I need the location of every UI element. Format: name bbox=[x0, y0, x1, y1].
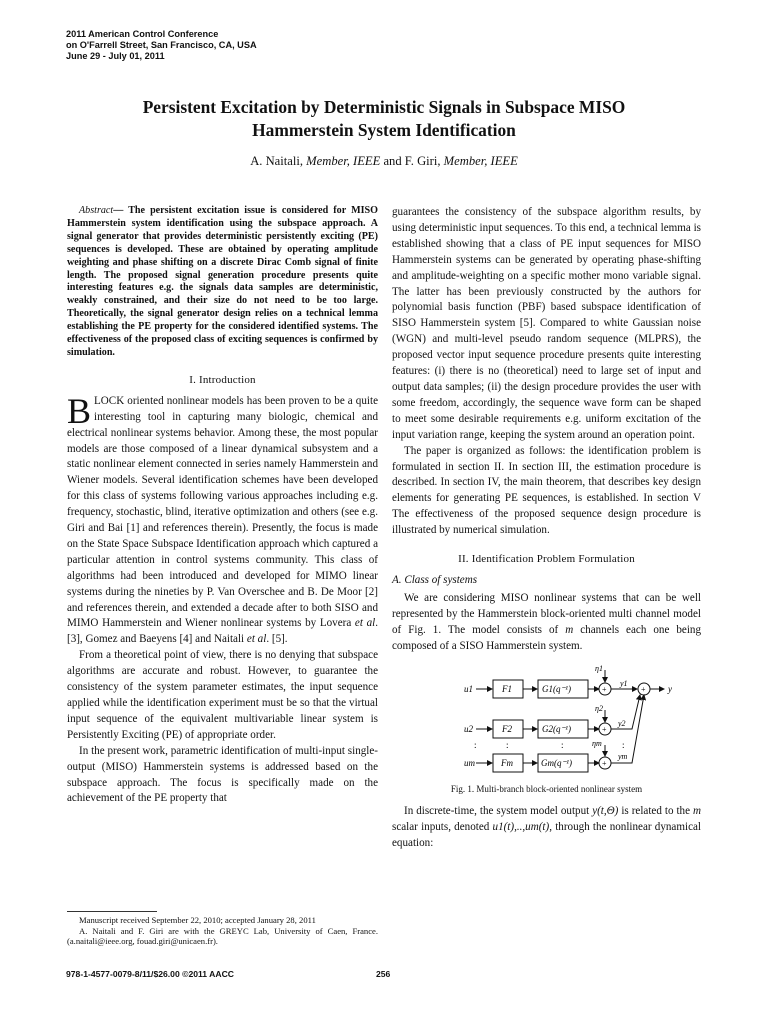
et-al-2: et al bbox=[246, 633, 267, 646]
output-y1: y1 bbox=[620, 679, 628, 689]
label-Fm: Fm bbox=[501, 758, 513, 769]
label-F2: F2 bbox=[502, 724, 512, 735]
dots-G: : bbox=[561, 740, 564, 751]
right-paragraph-1: guarantees the consistency of the subspace algorithm results, by using deterministic input sequences. To this end, a technical lemma is established showing that a class of PE input sequences for MISO Hammerstein systems can be generated by operating phase-shifting and amplitude-weighting on a specific mother mono variable signal. The latter has been previously constructed by the authors for polynomial basis function (PBF) based subspace identification of SISO Hammerstein system [5]. Compared to white Gaussian noise (WGN) and multi-level pseudo random sequence (MLPRS), the proposed vector input sequence procedure presents quite interesting features: (i) there is no (theoretical) need to large set of input and output data samples; (ii) the design procedure provides the user with some freedom, accordingly, the sequence wave form can be shaped to meet some desirable requirements e.g. uniform excitation of the input variation range, keeping the system around an operation point. bbox=[392, 206, 701, 441]
isbn-line: 978-1-4577-0079-8/11/$26.00 ©2011 AACC bbox=[66, 969, 234, 979]
dots-F: : bbox=[506, 740, 509, 751]
authors bbox=[70, 154, 698, 169]
sum-plus-out: + bbox=[641, 685, 646, 695]
footnote-affiliation: A. Naitali and F. Giri are with the GREYC Lab, University of Caen, France. (a.naitali@ieee.org, fouad.giri@unicaen.fr). bbox=[67, 925, 378, 947]
section-1-heading: I. Introduction bbox=[189, 373, 256, 386]
author-1-membership: Member, IEEE bbox=[306, 154, 381, 168]
figure-1 bbox=[392, 662, 701, 782]
p4-text-4: , through the nonlinear dynamical equation: bbox=[392, 821, 701, 850]
subsection-a-heading: A. Class of systems bbox=[392, 573, 478, 586]
sum-plus-1: + bbox=[602, 685, 607, 695]
footnote-rule bbox=[67, 911, 157, 912]
p4-text-3: scalar inputs, denoted bbox=[392, 821, 493, 834]
author-1: A. Naitali, bbox=[250, 154, 303, 168]
abstract-label: Abstract bbox=[79, 205, 114, 216]
block-diagram bbox=[392, 662, 701, 782]
input-u2: u2 bbox=[464, 724, 473, 735]
intro-p1-text: LOCK oriented nonlinear models has been proven to be a quite interesting tool in capturing many biologic, chemical and electrical nonlinear systems behavior. Among these, the most popular models are those composed of a linear dynamical subsystem and a static nonlinear element connected in series namely Hammerstein and Wiener models. Several identification schemes have been developed for this class of systems following various approaches including e.g. frequency, stochastic, blind, iterative optimization and others (see e.g. Giri and Bai [1] and references therein). Presently, the focus is made on the State Space Subspace Identification approach which captured a particular attention in control systems community. This class of algorithms had been introduced and developed for MIMO linear systems during the nineties by P. Van Overschee and B. De Moor [2] and references therein, and extended a decade after to both SISO and MIMO Hammerstein and Wiener nonlinear systems by Lovera bbox=[67, 394, 378, 630]
output-y2: y2 bbox=[618, 719, 626, 729]
label-G1: G1(q⁻¹) bbox=[542, 684, 571, 695]
output-y: y bbox=[668, 684, 672, 695]
page-number: 256 bbox=[376, 969, 391, 979]
conference-name: 2011 American Control Conference bbox=[66, 29, 219, 39]
noise-eta1: η1 bbox=[595, 664, 603, 674]
right-paragraph-3 bbox=[392, 591, 701, 655]
abstract bbox=[67, 205, 378, 360]
intro-paragraph-3: In the present work, parametric identification of multi-input single-output (MISO) Hammerstein systems is addressed based on the subspace approach. The focus is specifically made on the achievement of the PE property that bbox=[67, 744, 378, 805]
sum-plus-2: + bbox=[602, 725, 607, 735]
right-paragraph-4 bbox=[392, 804, 701, 852]
author-2-membership: Member, IEEE bbox=[443, 154, 518, 168]
drop-cap: B bbox=[67, 390, 92, 431]
title-line-2: Hammerstein System Identification bbox=[252, 120, 516, 140]
var-u: u1(t),..,um(t) bbox=[492, 821, 550, 834]
output-ym: ym bbox=[618, 752, 628, 762]
sum-plus-m: + bbox=[602, 759, 607, 769]
title-line-1: Persistent Excitation by Deterministic Signals in Subspace MISO bbox=[142, 97, 626, 117]
left-column bbox=[67, 205, 378, 807]
footnote-received: Manuscript received September 22, 2010; accepted January 28, 2011 bbox=[79, 915, 316, 925]
et-al-1: et al bbox=[354, 617, 376, 630]
input-um: um bbox=[464, 758, 475, 769]
footnote bbox=[67, 915, 378, 947]
dots-inputs: : bbox=[474, 740, 477, 751]
intro-paragraph-2: From a theoretical point of view, there is no denying that subspace algorithms are accurate and robust. However, to guarantee the consistency of the system parameter estimates, the input sequence applied while the identification experiment must be so that the virtual input sequence of the equivalent multivariable linear system is Persistently Exciting (PE) of appropriate order. bbox=[67, 649, 378, 741]
section-2-heading: II. Identification Problem Formulation bbox=[458, 553, 635, 566]
input-u1: u1 bbox=[464, 684, 473, 695]
p3-text-2: channels each one being composed of a SISO Hammerstein system. bbox=[392, 623, 702, 652]
label-F1: F1 bbox=[502, 684, 512, 695]
abstract-text: — The persistent excitation issue is considered for MISO Hammerstein system identification using the subspace approach. A signal generator that provides deterministic persistently exciting (PE) sequences is developed. These are obtained by operating amplitude weighting and phase shifting on a discrete Dirac Comb signal of finite length. The proposed signal generation procedure presents quite interesting features e.g. the signals data samples are deterministic, weakly constrained, and their size do not need to be too large. Theoretically, the signal generator design relies on a technical lemma establishing the PE property for the considered identified systems. The effectiveness of the proposed class of exciting sequences is confirmed by simulation. bbox=[67, 205, 378, 358]
intro-p1-text-3: . [5]. bbox=[266, 633, 288, 646]
noise-etam: ηm bbox=[592, 739, 602, 749]
var-m-2: m bbox=[692, 805, 701, 818]
conference-location: on O'Farrell Street, San Francisco, CA, USA bbox=[66, 40, 257, 51]
p4-text: In discrete-time, the system model output bbox=[404, 805, 593, 818]
p3-text: We are considering MISO nonlinear systems that can be well represented by the Hammerstein block-oriented multi channel model of Fig. 1. The model consists of bbox=[392, 591, 701, 636]
p4-text-2: is related to the bbox=[618, 805, 693, 818]
dots-outputs: : bbox=[622, 740, 625, 751]
figure-1-caption: Fig. 1. Multi-branch block-oriented nonlinear system bbox=[450, 784, 643, 795]
intro-p1-text-2: . [3], Gomez and Baeyens [4] and Naitali bbox=[67, 617, 378, 646]
right-paragraph-2: The paper is organized as follows: the identification problem is formulated in section II. In section III, the estimation procedure is described. In section IV, the main theorem, that describes key design elements for generating PE sequences, is established. In section V The effectiveness of the proposed sequence design procedure is illustrated by numerical simulation. bbox=[392, 444, 701, 537]
intro-paragraph-1 bbox=[67, 390, 378, 649]
paper-title bbox=[70, 96, 698, 142]
conference-header bbox=[66, 29, 257, 63]
var-m: m bbox=[565, 623, 574, 636]
conference-dates: June 29 - July 01, 2011 bbox=[66, 51, 165, 62]
author-2: and F. Giri, bbox=[383, 154, 441, 168]
label-Gm: Gm(q⁻¹) bbox=[541, 758, 572, 769]
label-G2: G2(q⁻¹) bbox=[542, 724, 571, 735]
right-column bbox=[392, 205, 701, 852]
var-y: y(t,Θ) bbox=[592, 805, 619, 818]
noise-eta2: η2 bbox=[595, 704, 603, 714]
